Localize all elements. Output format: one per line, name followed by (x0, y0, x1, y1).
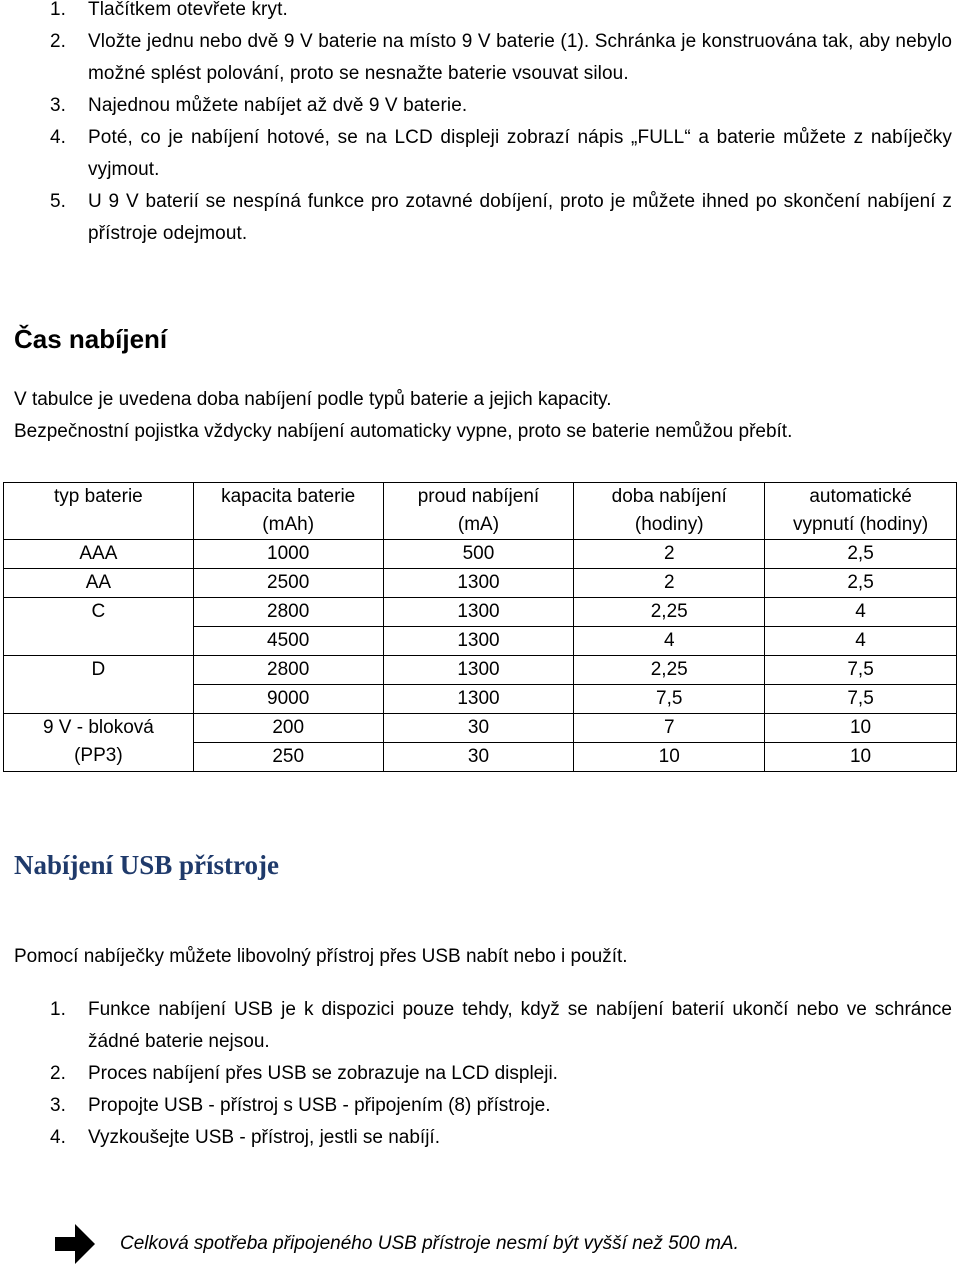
cell-time: 2 (574, 540, 765, 569)
cell-type: 9 V - bloková (PP3) (4, 714, 194, 772)
cell-current: 1300 (383, 569, 574, 598)
cell-auto-off: 2,5 (765, 540, 957, 569)
list-text: Funkce nabíjení USB je k dispozici pouze tehdy, když se nabíjení baterií ukončí nebo ve schránce žádné baterie nejsou. (88, 999, 952, 1052)
cell-auto-off: 2,5 (765, 569, 957, 598)
list-text: Najednou můžete nabíjet až dvě 9 V baterie. (88, 95, 468, 116)
cell-time: 10 (574, 743, 765, 772)
cell-auto-off: 10 (765, 743, 957, 772)
list-item (0, 26, 960, 90)
cell-current: 1300 (383, 685, 574, 714)
charging-time-heading: Čas nabíjení (14, 324, 168, 354)
list-number: 1. (50, 999, 66, 1020)
table-row (4, 598, 957, 627)
cell-capacity: 4500 (193, 627, 383, 656)
list-item (0, 90, 960, 122)
list-item (0, 1122, 960, 1154)
cell-capacity: 1000 (193, 540, 383, 569)
list-item (0, 1090, 960, 1122)
list-number: 3. (50, 1095, 66, 1116)
list-text: Proces nabíjení přes USB se zobrazuje na LCD displeji. (88, 1063, 558, 1084)
cell-auto-off: 7,5 (765, 656, 957, 685)
cell-auto-off: 4 (765, 598, 957, 627)
cell-capacity: 200 (193, 714, 383, 743)
list-item (0, 994, 960, 1058)
table-header-row (4, 483, 957, 540)
list-number: 2. (50, 1063, 66, 1084)
list-text: Propojte USB - přístroj s USB - připojením (8) přístroje. (88, 1095, 551, 1116)
table-row (4, 656, 957, 685)
cell-capacity: 2800 (193, 656, 383, 685)
cell-time: 7,5 (574, 685, 765, 714)
list-number: 4. (50, 127, 67, 148)
list-item (0, 1058, 960, 1090)
header-current: proud nabíjení (mA) (383, 483, 574, 540)
cell-auto-off: 4 (765, 627, 957, 656)
cell-current: 30 (383, 743, 574, 772)
cell-time: 7 (574, 714, 765, 743)
intro-line-1: V tabulce je uvedena doba nabíjení podle typů baterie a jejich kapacity. (14, 389, 612, 410)
cell-time: 4 (574, 627, 765, 656)
usb-charging-heading: Nabíjení USB přístroje (14, 850, 280, 880)
cell-current: 1300 (383, 598, 574, 627)
table-row (4, 714, 957, 743)
charging-steps-list (0, 0, 960, 250)
list-text: U 9 V baterií se nespíná funkce pro zotavné dobíjení, proto je můžete ihned po skončení nabíjení z přístroje odejmout. (88, 191, 952, 244)
cell-capacity: 250 (193, 743, 383, 772)
cell-type: C (4, 598, 194, 656)
cell-time: 2,25 (574, 656, 765, 685)
cell-type: AAA (4, 540, 194, 569)
table-row (4, 569, 957, 598)
list-number: 2. (50, 31, 67, 52)
cell-time: 2 (574, 569, 765, 598)
list-item (0, 0, 960, 26)
charging-time-table (3, 482, 957, 772)
list-text: Poté, co je nabíjení hotové, se na LCD displeji zobrazí nápis „FULL“ a baterie můžete z nabíječky vyjmout. (88, 127, 952, 180)
list-item (0, 186, 960, 250)
usb-power-note: Celková spotřeba připojeného USB přístroje nesmí být vyšší než 500 mA. (120, 1233, 739, 1254)
header-capacity: kapacita baterie (mAh) (193, 483, 383, 540)
list-text: Tlačítkem otevřete kryt. (88, 0, 288, 20)
cell-current: 1300 (383, 627, 574, 656)
list-number: 1. (50, 0, 67, 20)
charging-time-intro (14, 384, 792, 448)
cell-current: 30 (383, 714, 574, 743)
header-type: typ baterie (4, 483, 194, 540)
header-auto-off: automatické vypnutí (hodiny) (765, 483, 957, 540)
cell-current: 1300 (383, 656, 574, 685)
list-text: Vložte jednu nebo dvě 9 V baterie na místo 9 V baterie (1). Schránka je konstruována tak, aby nebylo možné splést polování, proto se nesnažte baterie vsouvat silou. (88, 31, 952, 84)
cell-time: 2,25 (574, 598, 765, 627)
cell-capacity: 9000 (193, 685, 383, 714)
table-row (4, 540, 957, 569)
cell-capacity: 2800 (193, 598, 383, 627)
list-text: Vyzkoušejte USB - přístroj, jestli se nabíjí. (88, 1127, 440, 1148)
cell-capacity: 2500 (193, 569, 383, 598)
usb-steps-list (0, 994, 960, 1154)
cell-auto-off: 10 (765, 714, 957, 743)
cell-current: 500 (383, 540, 574, 569)
cell-type: AA (4, 569, 194, 598)
header-time: doba nabíjení (hodiny) (574, 483, 765, 540)
list-item (0, 122, 960, 186)
arrow-right-icon (55, 1220, 95, 1268)
usb-intro: Pomocí nabíječky můžete libovolný přístroj přes USB nabít nebo i použít. (14, 946, 628, 967)
list-number: 3. (50, 95, 67, 116)
intro-line-2: Bezpečnostní pojistka vždycky nabíjení automaticky vypne, proto se baterie nemůžou přebít. (14, 421, 793, 442)
cell-auto-off: 7,5 (765, 685, 957, 714)
cell-type: D (4, 656, 194, 714)
list-number: 4. (50, 1127, 66, 1148)
list-number: 5. (50, 191, 67, 212)
